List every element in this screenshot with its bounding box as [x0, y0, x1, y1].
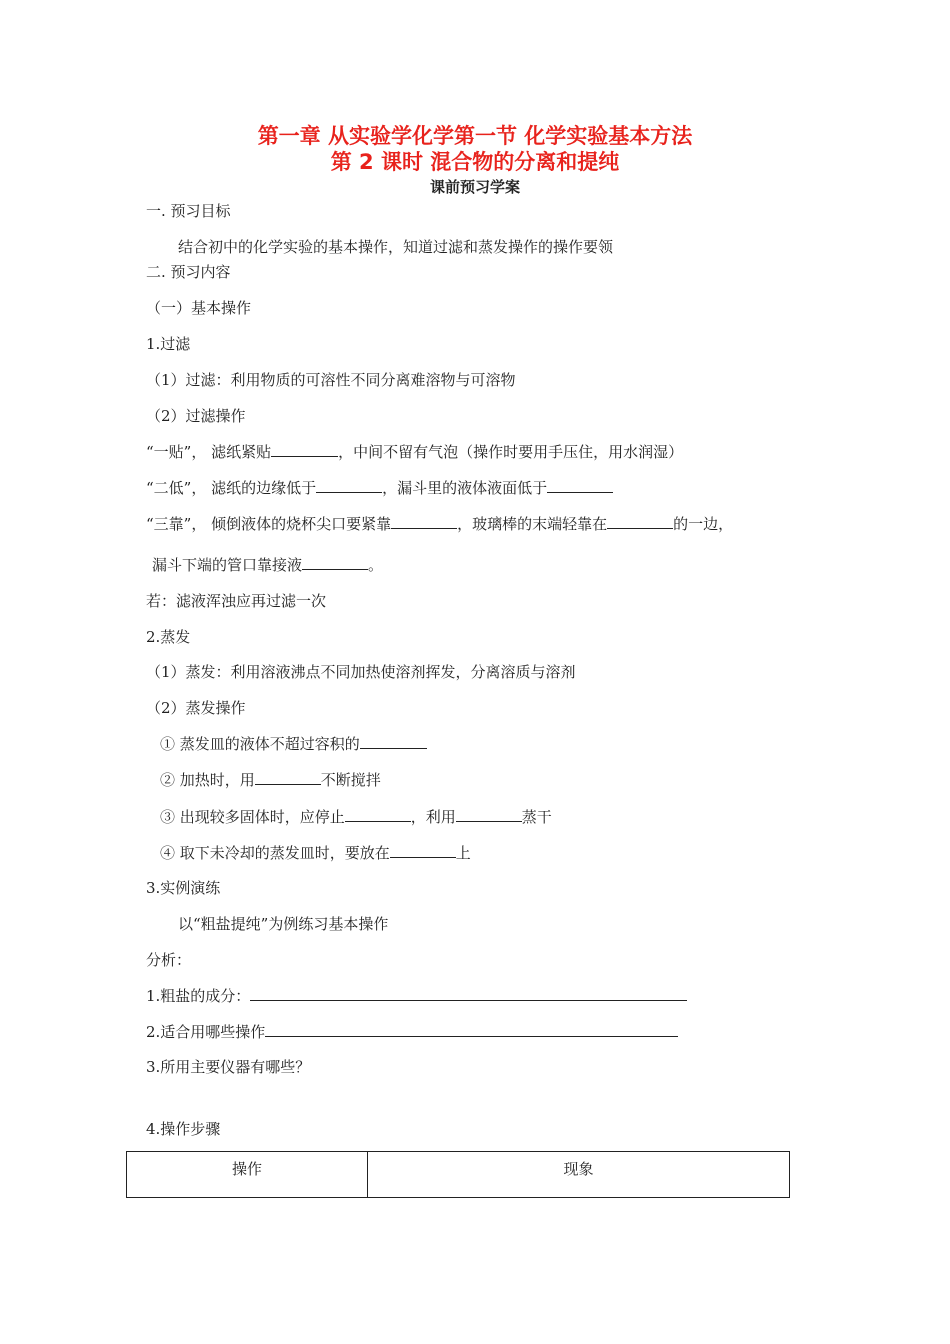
erdi-text-b: ，漏斗里的液体液面低于 [382, 479, 548, 497]
evap-step4-text-a: ④ 取下未冷却的蒸发皿时，要放在 [160, 844, 390, 862]
yitie-line [146, 441, 683, 463]
fill-blank[interactable] [271, 441, 338, 457]
fill-blank[interactable] [360, 733, 427, 749]
question-2-text: 2.适合用哪些操作 [146, 1023, 266, 1041]
basic-operations-heading: （一）基本操作 [146, 299, 252, 317]
question-4: 4.操作步骤 [146, 1120, 221, 1138]
evap-step2-text-a: ② 加热时，用 [160, 771, 255, 789]
evap-step-2 [160, 769, 381, 791]
fill-blank[interactable] [547, 477, 613, 493]
question-1-text: 1.粗盐的成分： [146, 987, 251, 1005]
doc-title-line2: 第 2 课时 混合物的分离和提纯 [330, 150, 620, 174]
evap-step3-text-b: ，利用 [410, 808, 456, 826]
question-2 [146, 1021, 678, 1043]
table-header-operation: 操作 [127, 1152, 368, 1198]
fill-blank[interactable] [316, 477, 382, 493]
fill-blank[interactable] [607, 513, 673, 529]
evap-heading: 2.蒸发 [146, 628, 191, 646]
question-1 [146, 985, 687, 1007]
fill-blank[interactable] [391, 513, 457, 529]
evap-step-4 [160, 842, 471, 864]
evap-step3-text-c: 蒸干 [521, 808, 552, 826]
sankao-text-a: “三靠”， 倾倒液体的烧杯尖口要紧靠 [146, 515, 392, 533]
sankao-line2 [152, 554, 383, 576]
sankao-text-b: ，玻璃棒的末端轻靠在 [457, 515, 608, 533]
section1-text: 结合初中的化学实验的基本操作，知道过滤和蒸发操作的操作要领 [178, 238, 614, 256]
evap-step4-text-b: 上 [455, 844, 471, 862]
table-header-row [127, 1152, 790, 1198]
doc-subtitle: 课前预习学案 [429, 178, 520, 196]
practice-heading: 3.实例演练 [146, 879, 221, 897]
evap-step2-text-b: 不断搅拌 [320, 771, 381, 789]
sankao-line [146, 513, 733, 535]
section1-heading: 一. 预习目标 [146, 202, 231, 220]
practice-text: 以“粗盐提纯”为例练习基本操作 [178, 915, 389, 933]
evap-operation-heading: （2）蒸发操作 [146, 699, 246, 717]
section2-heading: 二. 预习内容 [146, 263, 231, 281]
table-header-phenomenon: 现象 [368, 1152, 790, 1198]
fill-blank[interactable] [265, 1021, 678, 1037]
fill-blank[interactable] [390, 842, 456, 858]
evap-step1-text: ① 蒸发皿的液体不超过容积的 [160, 735, 360, 753]
erdi-line [146, 477, 613, 499]
doc-title-line1: 第一章 从实验学化学第一节 化学实验基本方法 [257, 124, 693, 148]
evap-definition: （1）蒸发：利用溶液沸点不同加热使溶剂挥发，分离溶质与溶剂 [146, 663, 576, 681]
fill-blank[interactable] [345, 806, 411, 822]
filter-note: 若：滤液浑浊应再过滤一次 [146, 592, 327, 610]
sankao-text-c: 的一边， [673, 515, 734, 533]
sankao2-text-b: 。 [368, 556, 384, 574]
operation-steps-table [126, 1151, 790, 1198]
filter-definition: （1）过滤：利用物质的可溶性不同分离难溶物与可溶物 [146, 371, 516, 389]
evap-step3-text-a: ③ 出现较多固体时，应停止 [160, 808, 345, 826]
evap-step-3 [160, 806, 552, 828]
filter-operation-heading: （2）过滤操作 [146, 407, 246, 425]
sankao2-text-a: 漏斗下端的管口靠接液 [152, 556, 303, 574]
yitie-text-b: ，中间不留有气泡（操作时要用手压住，用水润湿） [338, 443, 684, 461]
filter-heading: 1.过滤 [146, 335, 191, 353]
fill-blank[interactable] [250, 985, 687, 1001]
erdi-text-a: “二低”， 滤纸的边缘低于 [146, 479, 317, 497]
yitie-text-a: “一贴”， 滤纸紧贴 [146, 443, 272, 461]
analysis-label: 分析： [146, 951, 192, 969]
fill-blank[interactable] [302, 554, 368, 570]
question-3: 3.所用主要仪器有哪些？ [146, 1058, 311, 1076]
fill-blank[interactable] [456, 806, 522, 822]
fill-blank[interactable] [255, 769, 321, 785]
evap-step-1 [160, 733, 427, 755]
